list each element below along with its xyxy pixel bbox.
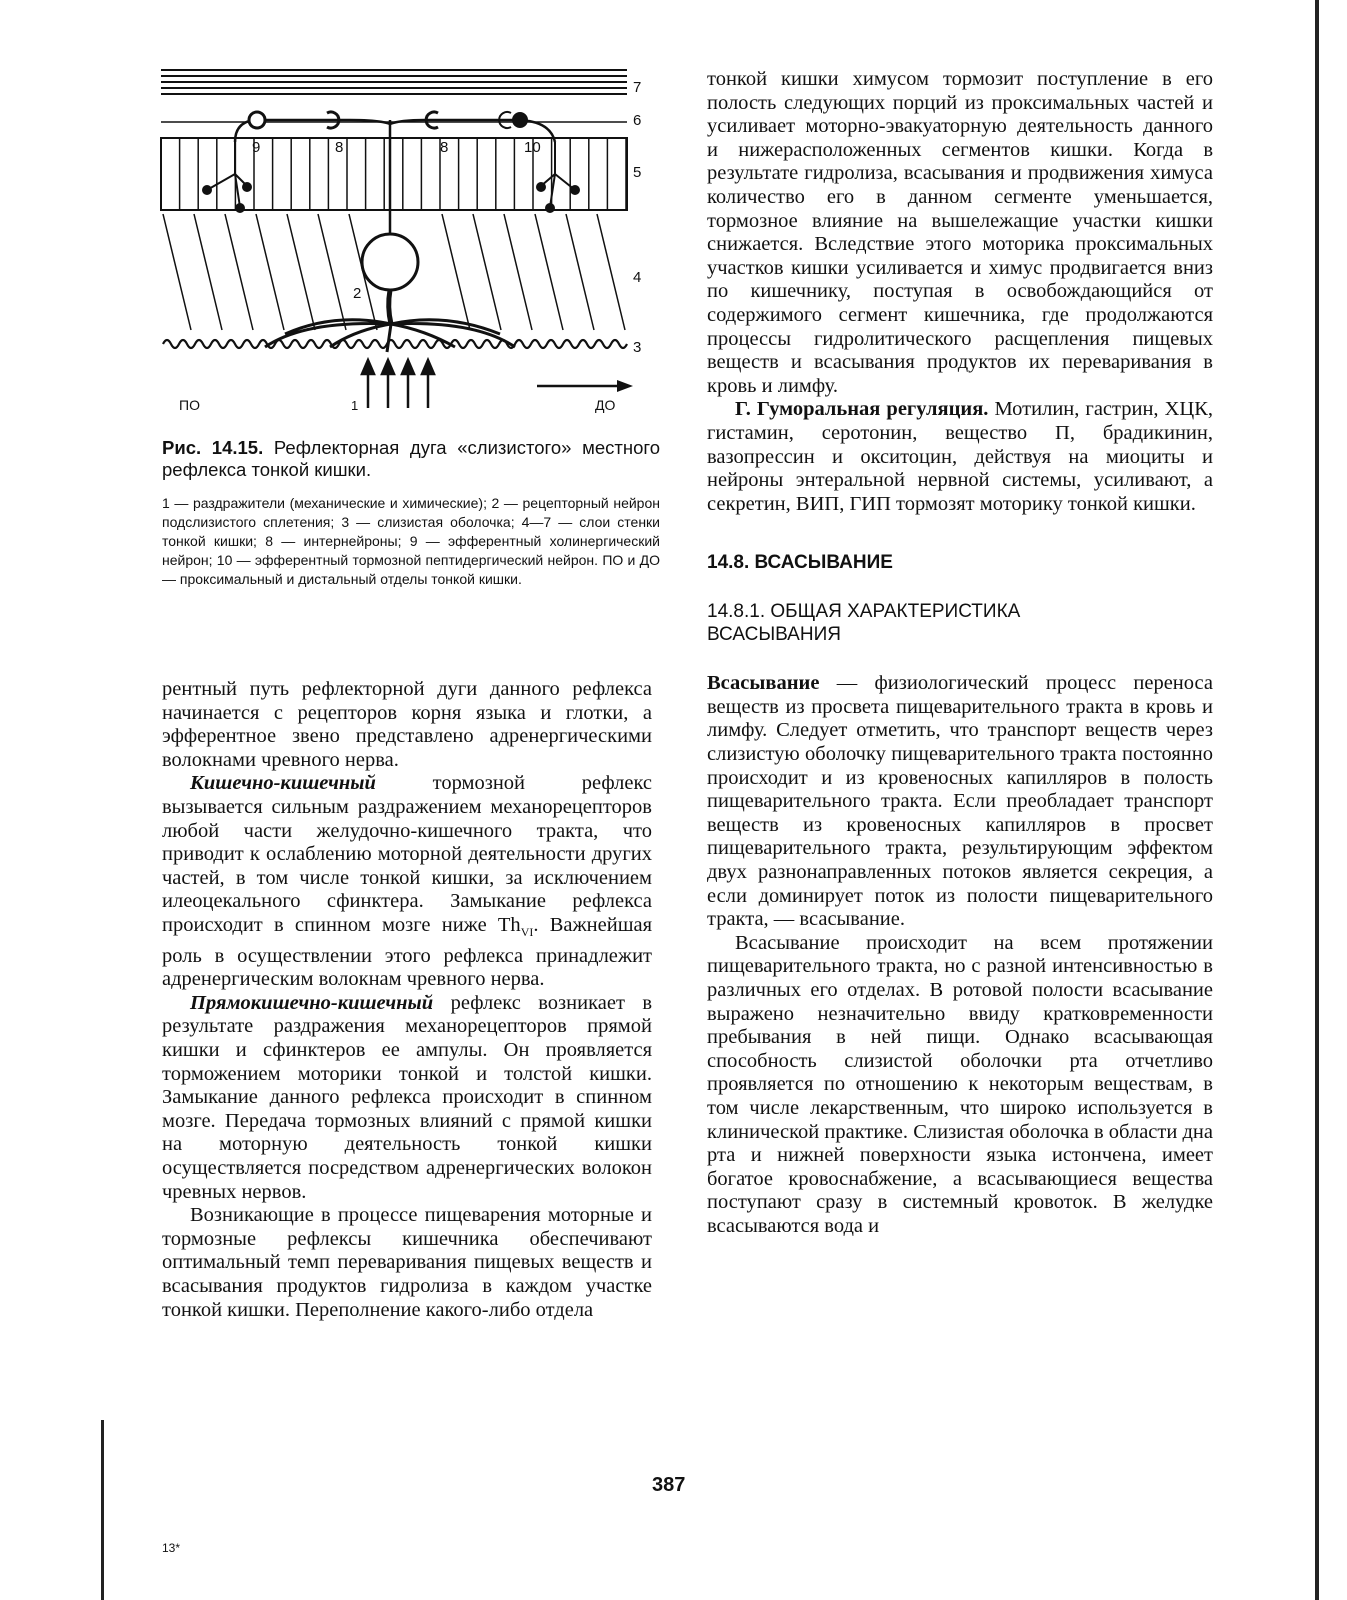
right-paragraph-1: тонкой кишки химусом тормозит поступление в его полость следующих порций из проксимальных частей и усиливает моторно-эвакуаторную деятельность данного и нижерасположенных сегментов кишки. Когда в результате гидролиза, всасывания и продвижения химуса количество его в данном сегменте уменьшается, тормозное влияние на вышележащие участки кишки снижается. Вследствие этого моторика проксимальных участков кишки усиливается и химус продвигается вниз по кишечнику, поступая в освобождающийся от содержимого сегмент кишечника, где продолжаются процессы гидролитического расщепления пищевых веществ и всасывания продуктов их переваривания в кровь и лимфу. [707,68,1213,397]
page-number: 387 [652,1474,686,1496]
term-intestinal: Кишечно-кишечный [190,772,376,795]
section-heading: 14.8. ВСАСЫВАНИЕ [707,552,893,574]
caption-title-text: Рефлекторная дуга «слизистого» местного рефлекса тонкой кишки. [162,437,660,480]
left-paragraph-2: Кишечно-кишечный тормозной рефлекс вызывается сильным раздражением механорецепторов любой части желудочно-кишечного тракта, что приводит к ослаблению моторной деятельности других частей, в том числе тонкой кишки, за исключением илеоцекального сфинктера. Замыкание рефлекса происходит в спинном мозге ниже $Th_{VI}$. Важнейшая роль в осуществлении этого рефлекса принадлежит адренергическим волокнам чревного нерва. [162,772,653,991]
label-5: 5 [633,164,642,181]
term-rectal: Прямокишечно-кишечный [190,991,434,1014]
label-7: 7 [633,79,642,96]
label-10: 10 [524,139,541,156]
subsection-heading-line1: 14.8.1. ОБЩАЯ ХАРАКТЕРИСТИКА [707,601,1021,623]
caption-figure-number: Рис. 14.15. [162,437,264,458]
label-6: 6 [633,112,642,129]
label-do: ДО [595,397,616,413]
label-1: 1 [351,398,359,413]
left-paragraph-3: Прямокишечно-кишечный рефлекс возникает в результате раздражения механорецепторов прямой кишки и сфинктеров ее ампулы. Он проявляется торможением моторики тонкой и толстой кишки. Замыкание данного рефлекса происходит в спинном мозге. Передача тормозных влияний с прямой кишки на моторную деятельность тонкой кишки осуществляется посредством адренергических волокон чревных нервов. [162,991,652,1203]
right-paragraph-4: Всасывание происходит на всем протяжении пищеварительного тракта, но с разной интенсивностью в различных его отделах. В ротовой полости всасывание выражено незначительно ввиду кратковременности пребывания в ней пищи. Однако всасывающая способность слизистой оболочки рта отчетливо проявляется по отношению к некоторым веществам, в том числе лекарственным, что широко используется в клинической практике. Слизистая оболочка в области дна рта и нижней поверхности языка истончена, имеет богатое кровоснабжение, а всасывающиеся вещества поступают сразу в системный кровоток. В желудке всасываются вода и [707,931,1213,1237]
scan-edge-right [1315,0,1319,1600]
reflex-arc-figure [155,62,665,432]
left-paragraph-4: Возникающие в процессе пищеварения моторные и тормозные рефлексы кишечника обеспечивают оптимальный темп переваривания пищевых веществ и всасывания продуктов гидролиза в каждом участке тонкой кишки. Переполнение какого-либо отдела [162,1204,652,1321]
right-column [707,68,1213,1239]
scan-edge-left [101,1420,104,1600]
right-paragraph-2: Г. Гуморальная регуляция. Мотилин, гастрин, ХЦК, гистамин, серотонин, вещество П, брадикинин, вазопрессин и окситоцин, действуя на миоциты и нейроны энтеральной нервной системы, усиливают, а секретин, ВИП, ГИП тормозят моторику тонкой кишки. [707,398,1213,515]
label-po: ПО [179,397,200,413]
label-8b: 8 [440,139,449,156]
left-paragraph-1: рентный путь рефлекторной дуги данного рефлекса начинается с рецепторов корня языка и глотки, а эфферентное звено представлено адренергическими волокнами чревного нерва. [162,678,652,771]
figure-caption-legend: 1 — раздражители (механические и химические); 2 — рецепторный нейрон подслизистого сплетения; 3 — слизистая оболочка; 4—7 — слои стенки тонкой кишки; 8 — интернейроны; 9 — эфферентный холинергический нейрон; 10 — эфферентный тормозной пептидергический нейрон. ПО и ДО — проксимальный и дистальный отделы тонкой кишки. [162,495,660,587]
signature-mark: 13* [162,1541,181,1555]
term-absorption: Всасывание [707,672,820,695]
figure-caption-title [162,437,660,481]
label-9: 9 [252,139,261,156]
subsection-heading-line2: ВСАСЫВАНИЯ [707,624,841,646]
label-8a: 8 [335,139,344,156]
term-humoral: Г. Гуморальная регуляция. [735,398,989,421]
label-4: 4 [633,269,642,286]
label-3: 3 [633,339,642,356]
right-paragraph-3: Всасывание — физиологический процесс переноса веществ из просвета пищеварительного тракта в кровь и лимфу. Следует отметить, что транспорт веществ через слизистую оболочку пищеварительного тракта постоянно происходит и из кровеносных капилляров в полость пищеварительного тракта. Если преобладает транспорт веществ из кровеносных капилляров в просвет пищеварительного тракта, результирующим эффектом двух разнонаправленных потоков является секреция, а если доминирует поток из полости пищеварительного тракта, — всасывание. [707,672,1213,931]
label-2: 2 [353,285,362,302]
left-column [162,678,652,1322]
reflex-arc-diagram [155,62,665,432]
